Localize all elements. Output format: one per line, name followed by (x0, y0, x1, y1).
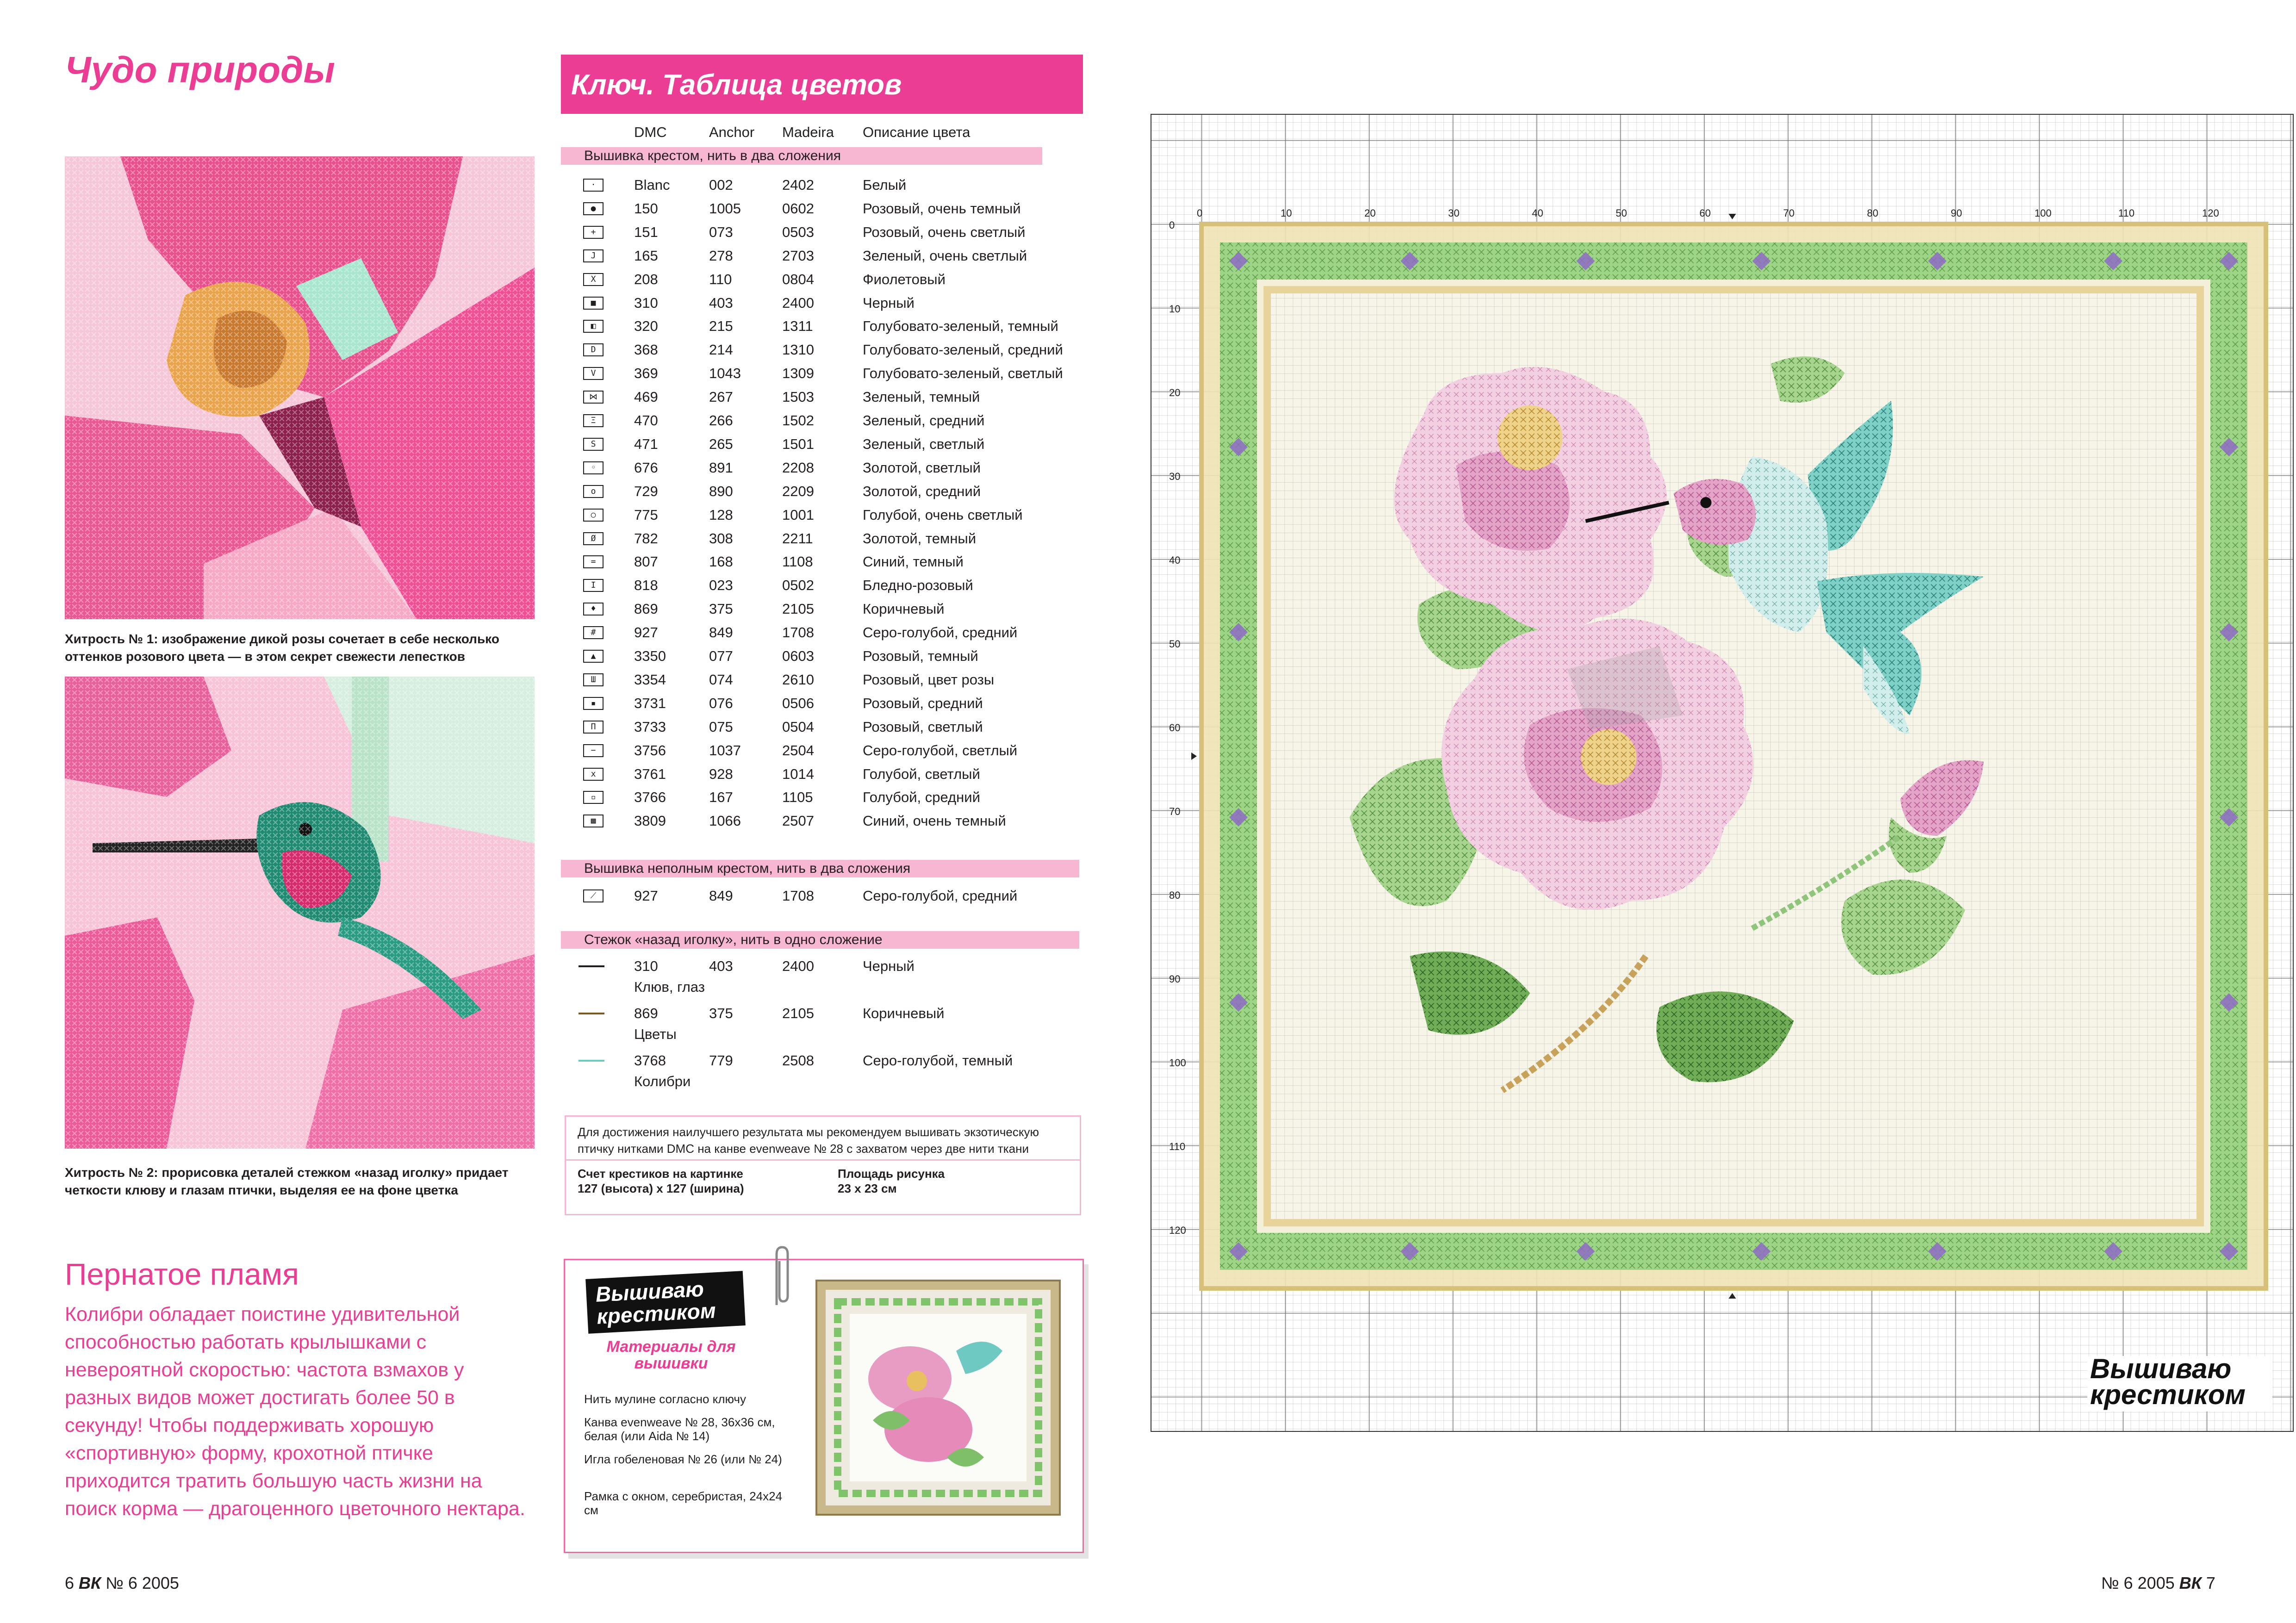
color-description: Золотой, светлый (863, 459, 981, 476)
dmc-code: 310 (634, 294, 658, 311)
color-description: Синий, очень темный (863, 813, 1006, 829)
color-description: Коричневый (863, 1005, 945, 1021)
chart-row-label: 90 (1169, 973, 1181, 985)
key-row (561, 457, 1089, 480)
anchor-code: 891 (709, 459, 733, 476)
stitch-symbol: ○ (583, 509, 604, 522)
dmc-code: 470 (634, 412, 658, 429)
half-stitch-label: Вышивка неполным крестом, нить в два сложения (584, 861, 911, 876)
dmc-code: 676 (634, 459, 658, 476)
key-row (561, 198, 1089, 221)
stitch-symbol: x (583, 768, 604, 781)
photo-caption-2: Хитрость № 2: прорисовка деталей стежком «назад иголку» придает четкости клюву и глазам птички, выделяя ее на фоне цветка (65, 1165, 509, 1197)
color-description: Черный (863, 294, 915, 311)
chart-col-label: 120 (2202, 207, 2219, 219)
madeira-code: 1311 (782, 318, 813, 335)
stitch-symbol: ⋈ (583, 391, 604, 404)
color-description: Голубовато-зеленый, темный (863, 318, 1058, 335)
backstitch-line-swatch (579, 1013, 604, 1014)
key-row (561, 740, 1089, 763)
stitch-symbol: ▫ (583, 791, 604, 804)
cross-stitch-chart (1151, 114, 2294, 1432)
key-row (561, 645, 1089, 668)
anchor-code: 168 (709, 553, 733, 570)
color-description: Серо-голубой, темный (863, 1052, 1013, 1069)
dmc-code: 150 (634, 200, 658, 217)
madeira-code: 2703 (782, 247, 814, 264)
key-row (561, 480, 1089, 504)
key-title: Ключ. Таблица цветов (571, 69, 902, 101)
dmc-code: 3768 (634, 1052, 666, 1069)
anchor-code: 266 (709, 412, 733, 429)
key-row (561, 551, 1089, 574)
madeira-code: 1108 (782, 553, 813, 570)
color-description: Фиолетовый (863, 271, 946, 287)
key-banner (561, 55, 1083, 114)
magazine-logo (585, 1271, 746, 1334)
stitch-symbol: Ш (583, 673, 604, 686)
half-dmc: 927 (634, 888, 658, 904)
anchor-code: 215 (709, 318, 733, 335)
key-row (561, 504, 1089, 527)
stitch-symbol: ▩ (583, 815, 604, 827)
chart-logo-text: Вышиваю крестиком (2090, 1353, 2246, 1410)
color-description: Бледно-розовый (863, 577, 973, 594)
key-row (561, 245, 1089, 268)
color-description: Розовый, очень светлый (863, 224, 1026, 240)
madeira-code: 0506 (782, 695, 814, 711)
anchor-code: 1005 (709, 200, 741, 217)
material-item: Канва evenweave № 28, 36х36 см, белая (или Aida № 14) (584, 1415, 775, 1443)
half-description: Серо-голубой, средний (863, 888, 1018, 904)
stitch-count (578, 1166, 744, 1196)
dmc-code: 3733 (634, 718, 666, 735)
madeira-code: 1014 (782, 765, 814, 782)
chart-row-label: 10 (1169, 303, 1181, 315)
note-divider (565, 1159, 1080, 1161)
magazine-mark-left: ВК (79, 1573, 101, 1592)
chart-col-label: 20 (1364, 207, 1376, 219)
key-row (561, 763, 1089, 786)
half-stitch-symbol: ⟋ (583, 889, 604, 902)
dmc-code: 151 (634, 224, 658, 240)
key-row (561, 339, 1089, 362)
design-area-label: Площадь рисунка (838, 1167, 945, 1181)
dmc-code: Blanc (634, 177, 670, 193)
chart-row-label: 120 (1169, 1225, 1186, 1236)
design-area (838, 1166, 945, 1196)
madeira-code: 2507 (782, 813, 814, 829)
chart-col-label: 0 (1197, 207, 1203, 219)
madeira-code: 1310 (782, 342, 814, 358)
chart-col-label: 10 (1281, 207, 1292, 219)
dmc-code: 320 (634, 318, 658, 335)
madeira-code: 2208 (782, 459, 814, 476)
note-text: Для достижения наилучшего результата мы рекомендуем вышивать экзотическую птичку нитками DMC на канве evenweave № 28 с захватом через две нити ткани (578, 1125, 1039, 1156)
materials-title: Материалы для вышивки (606, 1338, 736, 1372)
madeira-code: 1309 (782, 365, 814, 382)
chart-col-label: 90 (1951, 207, 1962, 219)
color-description: Голубовато-зеленый, средний (863, 342, 1063, 358)
madeira-code: 2209 (782, 483, 814, 499)
dmc-code: 3731 (634, 695, 666, 711)
anchor-code: 1066 (709, 813, 741, 829)
anchor-code: 1043 (709, 365, 741, 382)
anchor-code: 128 (709, 506, 733, 523)
color-description: Белый (863, 177, 907, 193)
backstitch-usage: Колибри (634, 1073, 691, 1089)
color-description: Голубой, средний (863, 789, 980, 806)
dmc-code: 369 (634, 365, 658, 382)
chart-row-label: 100 (1169, 1057, 1186, 1069)
key-row (561, 221, 1089, 244)
issue-left: № 6 2005 (106, 1573, 179, 1592)
madeira-code: 1708 (782, 624, 814, 641)
anchor-code: 075 (709, 718, 733, 735)
stitch-symbol: + (583, 226, 604, 239)
backstitch-row (561, 955, 1089, 978)
stitch-symbol: ■ (583, 297, 604, 310)
key-row (561, 528, 1089, 551)
madeira-code: 2508 (782, 1052, 814, 1069)
chart-row-label: 0 (1169, 219, 1175, 231)
anchor-code: 849 (709, 624, 733, 641)
stitch-symbol: ◦ (583, 461, 604, 474)
paperclip-icon (767, 1245, 795, 1310)
dmc-code: 927 (634, 624, 658, 641)
key-row (561, 268, 1089, 292)
backstitch-usage: Клюв, глаз (634, 979, 705, 995)
material-item: Нить мулине согласно ключу (584, 1392, 746, 1406)
madeira-code: 2211 (782, 530, 813, 547)
color-description: Серо-голубой, светлый (863, 742, 1018, 759)
dmc-code: 3809 (634, 813, 666, 829)
folio-left (65, 1573, 179, 1593)
chart-col-label: 60 (1699, 207, 1711, 219)
color-description: Золотой, средний (863, 483, 981, 499)
anchor-code: 167 (709, 789, 733, 806)
anchor-code: 928 (709, 765, 733, 782)
chart-col-label: 50 (1616, 207, 1627, 219)
dmc-code: 775 (634, 506, 658, 523)
anchor-code: 403 (709, 958, 733, 974)
material-item: Рамка с окном, серебристая, 24х24 см (584, 1489, 783, 1517)
stitch-symbol: − (583, 744, 604, 757)
color-description: Розовый, темный (863, 648, 978, 664)
dmc-code: 165 (634, 247, 658, 264)
madeira-code: 0503 (782, 224, 814, 240)
key-row (561, 669, 1089, 692)
chart-col-label: 110 (2118, 207, 2135, 219)
color-description: Синий, темный (863, 553, 964, 570)
dmc-code: 3766 (634, 789, 666, 806)
col-header-description: Описание цвета (863, 124, 971, 140)
anchor-code: 779 (709, 1052, 733, 1069)
backstitch-line-swatch (579, 1060, 604, 1062)
chart-magazine-logo (2087, 1353, 2272, 1412)
key-row (561, 292, 1089, 315)
article-body: Колибри обладает поистине удивительной способностью работать крылышками с невероятной скоростью: частота взмахов у разных видов может достигать более 50 в секунду! Чтобы поддерживать хорошую «спортивную» форму, крохотной птичке приходится тратить большую часть жизни на поиск корма — драгоценного цветочного нектара. (65, 1303, 525, 1520)
madeira-code: 0804 (782, 271, 814, 287)
chart-row-label: 30 (1169, 471, 1181, 482)
magazine-mark-right: ВК (2179, 1573, 2202, 1592)
key-row (561, 433, 1089, 456)
madeira-code: 0504 (782, 718, 814, 735)
anchor-code: 077 (709, 648, 733, 664)
dmc-code: 782 (634, 530, 658, 547)
anchor-code: 890 (709, 483, 733, 499)
dmc-code: 3354 (634, 671, 666, 688)
stitch-symbol: = (583, 555, 604, 568)
folio-right (2101, 1573, 2215, 1593)
stitch-symbol: V (583, 367, 604, 380)
section-title: Чудо природы (65, 49, 335, 90)
dmc-code: 869 (634, 601, 658, 617)
color-description: Черный (863, 958, 915, 974)
chart-col-label: 40 (1532, 207, 1543, 219)
madeira-code: 1502 (782, 412, 814, 429)
key-row (561, 716, 1089, 739)
anchor-code: 1037 (709, 742, 741, 759)
page-number-left: 6 (65, 1573, 75, 1592)
color-description: Зеленый, очень светлый (863, 247, 1027, 264)
chart-row-label: 70 (1169, 806, 1181, 817)
stitch-symbol: o (583, 485, 604, 498)
stitch-symbol: X (583, 273, 604, 286)
stitch-symbol: П (583, 721, 604, 734)
madeira-code: 2610 (782, 671, 814, 688)
color-description: Серо-голубой, средний (863, 624, 1018, 641)
anchor-code: 403 (709, 294, 733, 311)
framed-embroidery-photo (815, 1280, 1061, 1516)
chart-col-label: 30 (1448, 207, 1460, 219)
madeira-code: 1001 (782, 506, 814, 523)
material-item: Игла гобеленовая № 26 (или № 24) (584, 1452, 782, 1466)
dmc-code: 471 (634, 435, 658, 452)
madeira-code: 0603 (782, 648, 814, 664)
hummingbird-closeup-photo (65, 677, 535, 1149)
anchor-code: 278 (709, 247, 733, 264)
stitch-count-label: Счет крестиков на картинке (578, 1167, 743, 1181)
dmc-code: 729 (634, 483, 658, 499)
anchor-code: 002 (709, 177, 733, 193)
stitch-symbol: # (583, 626, 604, 639)
chart-row-label: 110 (1169, 1141, 1186, 1152)
col-header-madeira: Madeira (782, 124, 834, 140)
issue-right: № 6 2005 (2101, 1573, 2175, 1592)
key-row (561, 598, 1089, 621)
madeira-code: 2400 (782, 958, 814, 974)
chart-row-label: 20 (1169, 387, 1181, 398)
color-description: Голубой, светлый (863, 765, 980, 782)
color-description: Зеленый, средний (863, 412, 985, 429)
anchor-code: 110 (709, 271, 732, 287)
stitch-symbol: ▲ (583, 650, 604, 663)
key-row (561, 692, 1089, 715)
color-description: Розовый, светлый (863, 718, 983, 735)
stitch-symbol: J (583, 249, 604, 262)
anchor-code: 023 (709, 577, 733, 594)
dmc-code: 3761 (634, 765, 666, 782)
chart-col-label: 100 (2035, 207, 2052, 219)
stitch-symbol: ▪ (583, 697, 604, 710)
stitch-count-value: 127 (высота) х 127 (ширина) (578, 1181, 744, 1195)
madeira-code: 1105 (782, 789, 813, 806)
article-title: Пернатое пламя (65, 1257, 299, 1291)
key-row (561, 622, 1089, 645)
color-description: Голубовато-зеленый, светлый (863, 365, 1063, 382)
dmc-code: 3756 (634, 742, 666, 759)
stitch-symbol: ● (583, 202, 604, 215)
stitch-symbol: Ø (583, 532, 604, 545)
madeira-code: 2504 (782, 742, 814, 759)
key-row (561, 362, 1089, 386)
backstitch-usage: Цветы (634, 1026, 677, 1042)
magazine-logo-text: Вышиваю крестиком (595, 1276, 717, 1329)
color-description: Розовый, средний (863, 695, 983, 711)
half-anchor: 849 (709, 888, 733, 904)
madeira-code: 1501 (782, 435, 814, 452)
col-header-dmc: DMC (634, 124, 667, 140)
stitch-symbol: · (583, 179, 604, 192)
anchor-code: 265 (709, 435, 733, 452)
col-header-anchor: Anchor (709, 124, 755, 140)
chart-col-label: 80 (1867, 207, 1879, 219)
anchor-code: 375 (709, 601, 733, 617)
key-row (561, 786, 1089, 809)
madeira-code: 1503 (782, 389, 814, 405)
stitch-symbol: ◧ (583, 320, 604, 333)
dmc-code: 469 (634, 389, 658, 405)
stitch-symbol: I (583, 579, 604, 592)
rose-closeup-photo (65, 156, 535, 619)
anchor-code: 214 (709, 342, 733, 358)
chart-row-label: 60 (1169, 722, 1181, 734)
key-row (561, 386, 1089, 409)
color-description: Зеленый, светлый (863, 435, 985, 452)
madeira-code: 0602 (782, 200, 814, 217)
anchor-code: 073 (709, 224, 733, 240)
stitch-symbol: D (583, 343, 604, 356)
backstitch-row (561, 1002, 1089, 1026)
dmc-code: 310 (634, 958, 658, 974)
chart-row-label: 50 (1169, 638, 1181, 650)
anchor-code: 267 (709, 389, 733, 405)
dmc-code: 208 (634, 271, 658, 287)
backstitch-label: Стежок «назад иголку», нить в одно сложение (584, 932, 883, 947)
color-description: Зеленый, темный (863, 389, 980, 405)
color-description: Розовый, очень темный (863, 200, 1021, 217)
anchor-code: 074 (709, 671, 733, 688)
stitch-symbol: S (583, 438, 604, 451)
backstitch-line-swatch (579, 965, 604, 967)
color-description: Коричневый (863, 601, 945, 617)
page-number-right: 7 (2206, 1573, 2215, 1592)
dmc-code: 869 (634, 1005, 658, 1021)
key-row (561, 810, 1089, 833)
dmc-code: 818 (634, 577, 658, 594)
anchor-code: 375 (709, 1005, 733, 1021)
color-description: Голубой, очень светлый (863, 506, 1023, 523)
madeira-code: 2105 (782, 1005, 814, 1021)
color-description: Розовый, цвет розы (863, 671, 995, 688)
anchor-code: 308 (709, 530, 733, 547)
design-area-value: 23 х 23 см (838, 1181, 897, 1195)
cross-stitch-label: Вышивка крестом, нить в два сложения (584, 148, 841, 163)
chart-row-label: 40 (1169, 554, 1181, 566)
half-madeira: 1708 (782, 888, 814, 904)
madeira-code: 2400 (782, 294, 814, 311)
madeira-code: 2402 (782, 177, 814, 193)
photo-caption-1: Хитрость № 1: изображение дикой розы сочетает в себе несколько оттенков розового цвета — в этом секрет свежести лепестков (65, 632, 499, 664)
dmc-code: 807 (634, 553, 658, 570)
madeira-code: 0502 (782, 577, 814, 594)
backstitch-row (561, 1050, 1089, 1073)
half-stitch-row (561, 885, 1089, 908)
key-row (561, 410, 1089, 433)
madeira-code: 2105 (782, 601, 814, 617)
stitch-symbol: ♦ (583, 603, 604, 616)
anchor-code: 076 (709, 695, 733, 711)
chart-row-label: 80 (1169, 889, 1181, 901)
key-row (561, 574, 1089, 597)
key-row (561, 315, 1089, 338)
dmc-code: 368 (634, 342, 658, 358)
stitch-symbol: Ξ (583, 414, 604, 427)
color-description: Золотой, темный (863, 530, 977, 547)
key-row (561, 174, 1089, 197)
chart-col-label: 70 (1783, 207, 1795, 219)
dmc-code: 3350 (634, 648, 666, 664)
